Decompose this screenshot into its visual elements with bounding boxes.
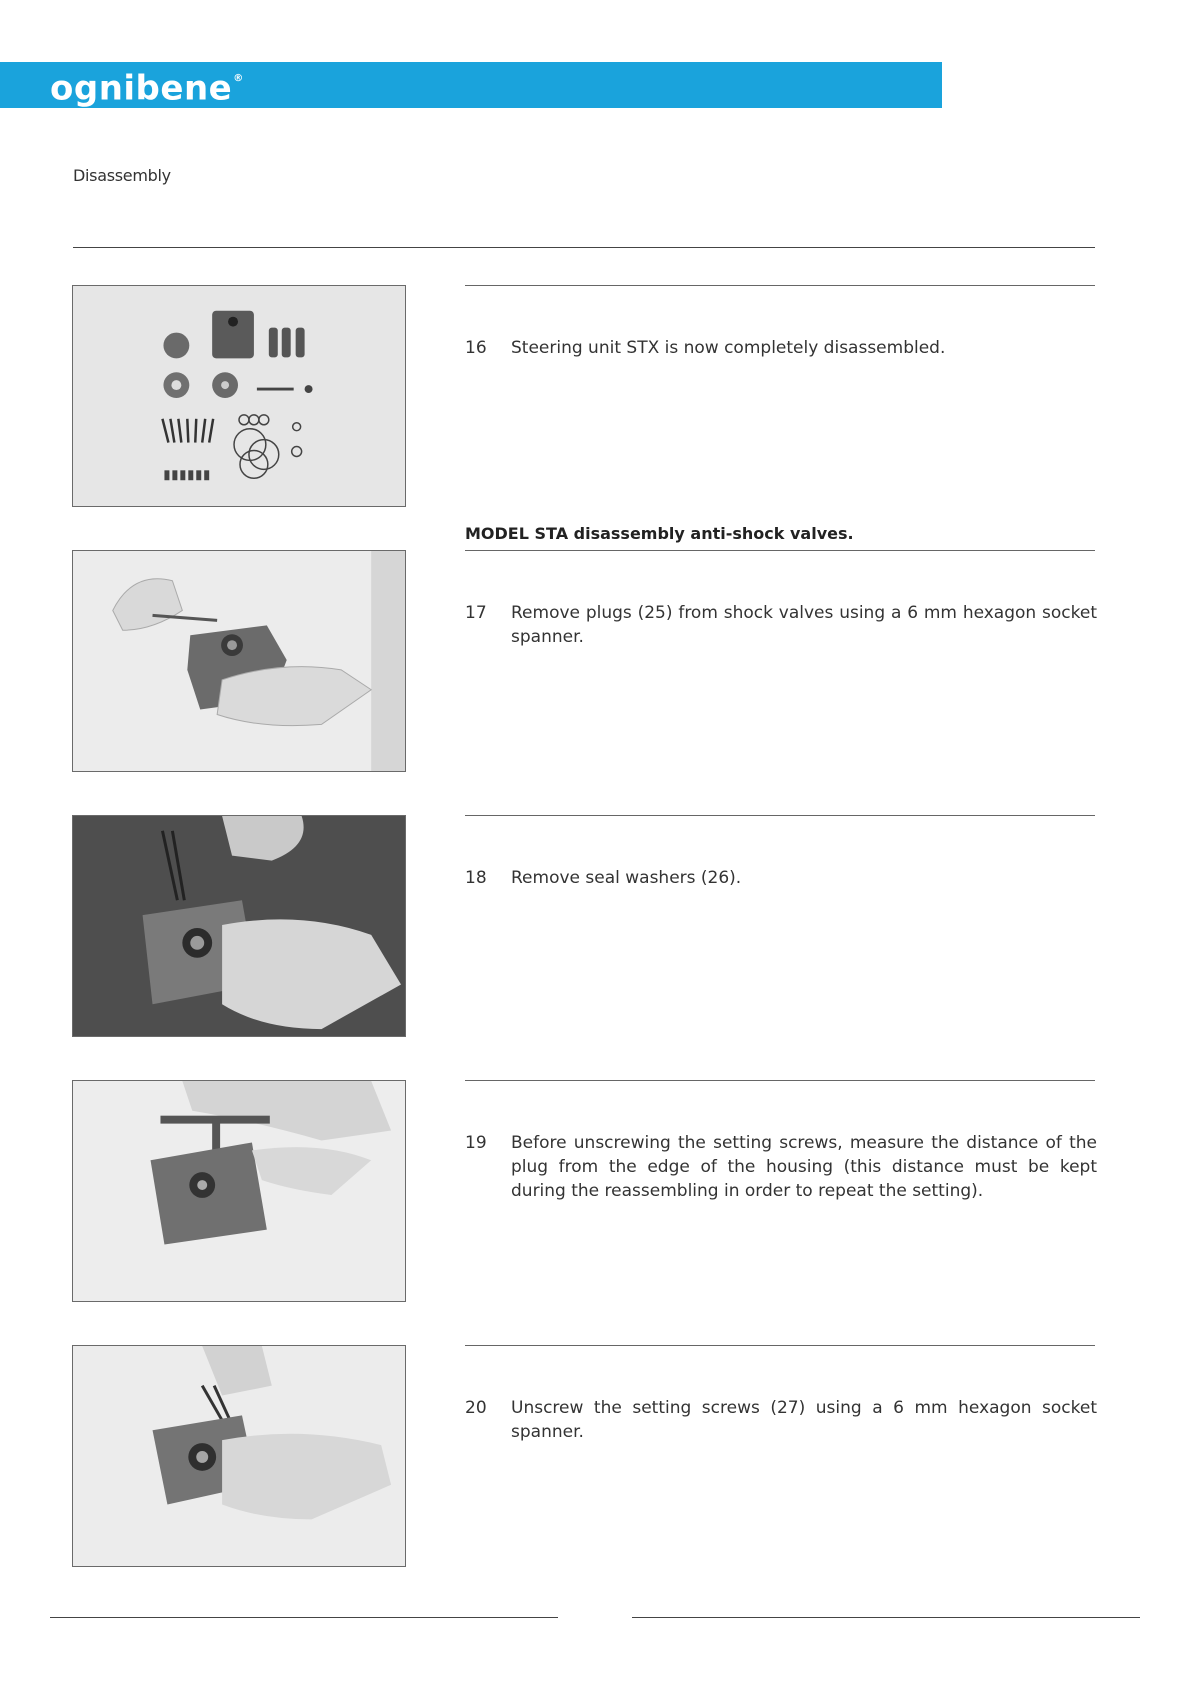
step-number: 17	[465, 603, 487, 623]
brand-header-bar	[0, 62, 942, 108]
step-instruction: Before unscrewing the setting screws, measure the distance of the plug from the edge of the housing (this distance must be kept during the reassembling in order to repeat the setting).	[511, 1133, 1097, 1201]
step-number: 20	[465, 1398, 487, 1418]
step-19-divider	[465, 1080, 1095, 1081]
model-sta-heading: MODEL STA disassembly anti-shock valves.	[465, 524, 854, 543]
unscrew-setting-screws-photo	[72, 1345, 406, 1567]
disassembled-parts-photo	[72, 285, 406, 507]
step-19	[465, 1131, 1097, 1203]
step-17-divider	[465, 550, 1095, 551]
step-18-divider	[465, 815, 1095, 816]
step-20	[465, 1396, 1097, 1444]
step-17	[465, 601, 1097, 649]
step-instruction: Unscrew the setting screws (27) using a 6 mm hexagon socket spanner.	[511, 1398, 1097, 1442]
step-16-divider	[465, 285, 1095, 286]
step-number: 19	[465, 1133, 487, 1153]
footer-rule-right	[632, 1617, 1140, 1618]
step-number: 18	[465, 868, 487, 888]
registered-mark: ®	[233, 73, 244, 84]
step-instruction: Remove seal washers (26).	[511, 868, 742, 888]
remove-seal-washers-photo	[72, 815, 406, 1037]
header-divider	[73, 247, 1095, 248]
step-number: 16	[465, 338, 487, 358]
step-instruction: Steering unit STX is now completely disassembled.	[511, 338, 946, 358]
step-20-divider	[465, 1345, 1095, 1346]
step-16	[465, 336, 1097, 360]
remove-plugs-photo	[72, 550, 406, 772]
logo-text: ognibene	[50, 68, 233, 109]
footer-rule-left	[50, 1617, 558, 1618]
step-18	[465, 866, 1097, 890]
ognibene-logo	[50, 65, 244, 108]
page-section-title: Disassembly	[73, 166, 171, 185]
measure-distance-photo	[72, 1080, 406, 1302]
step-instruction: Remove plugs (25) from shock valves using a 6 mm hexagon socket spanner.	[511, 603, 1097, 647]
